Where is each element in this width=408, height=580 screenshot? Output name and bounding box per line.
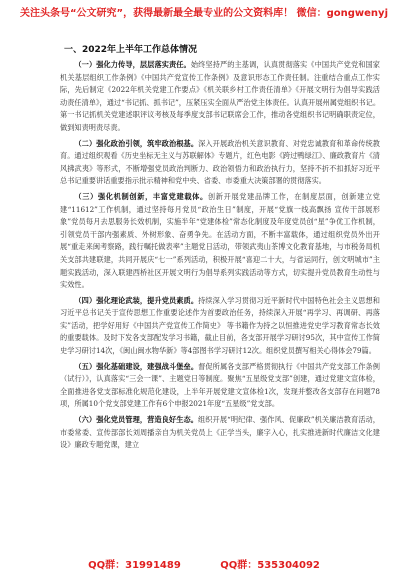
paragraph-lead: （二）强化政治引领，筑牢政治根基。 xyxy=(74,138,199,148)
paragraph-lead: （三）强化机制创新，丰富党建载体。 xyxy=(74,191,208,201)
document-body xyxy=(60,42,380,455)
paragraph xyxy=(60,414,380,452)
paragraph xyxy=(60,361,380,411)
paragraph-text: 督促所属各支部严格贯彻执行《中国共产党支部工作条例（试行）》，认真落实“三会一课”、主题党日等制度。聚焦“五星级党支部”创建，通过党建文宣体检，全面推进各党支部标准化规范化建设，上半年开展党建文宣体检1次，发现并整改各支部存在问题78项，所属10个党支部党建工作有6个申报2021年度“五星级”党支部。 xyxy=(60,361,380,409)
footer-contact xyxy=(0,556,408,571)
section-title: 一、2022年上半年工作总体情况 xyxy=(64,45,198,55)
paragraph-text: 始终坚持严的主基调，认真贯彻落实《中国共产党党和国家机关基层组织工作条例》《中国共产党宣传工作条例》及意识形态工作责任制。注重结合重点工作实际，先后制定《2022年机关党建工作要点》《机关联乡村工作责任清单》《开展文明行为倡导实践活动责任清单》，通过“书记抓、抓书记”，压紧压实全面从严治党主体责任。认真开展州属党组织书记。第一书记抓机关党建述职评议考核及每季度支部书记联席会工作，推动各党组织书记明确职责定位，做到知责明责尽责。 xyxy=(60,60,381,132)
paragraph-lead: （五）强化基础建设，建强战斗堡垒。 xyxy=(74,361,199,371)
paragraph xyxy=(60,295,380,358)
paragraph xyxy=(60,59,380,135)
paragraph-lead: （一）强化力传导，层层落实责任。 xyxy=(74,60,191,69)
paragraph-text: 深入开展政治机关意识教育、对党忠诚教育和革命传统教育。通过组织观看《历史坐标无主义与苏联解体》专题片，红色电影《跨过鸭绿江》、廉政教育片《清风拂武夷》等形式，不断增强党员政治判断力、政治领悟力和政治执行力，坚持不折不扣抓好习近平总书记重要讲话重要指示批示精神和党中央、省委、市委重大决策部署的贯彻落实。 xyxy=(60,138,380,186)
header-banner: 关注头条号“公文研究”，获得最新最全最专业的公文资料库！ 微信：gongwenyj xyxy=(19,8,389,19)
paragraph-text: 组织开展“明纪律、强作风、促廉政”机关廉洁教育活动，市委常委、宣传部部长刘周播亲自为机关党员上《正学当头，廉字入心，扎实推进新时代廉洁文化建设》廉政专题党课，建立 xyxy=(60,415,380,450)
footer-qq-group-1: QQ群：31991489 xyxy=(88,560,181,571)
paragraph-text: 持续深入学习贯彻习近平新时代中国特色社会主义思想和习近平总书记关于宣传思想工作重要论述作为首要政治任务，持续深入开展“再学习、再调研、再落实”活动，把学好用好《中国共产党宣传工作简史》 等书籍作为持之以恒推进党史学习教育常态长效的重要载体。及时下发各支部配发学习书籍，截止目前，各支部开展学习研讨95次，其中宣传工作简史学习研讨14次，《闽山闽水物华新》等4部图书学习研讨12次。组织党员撰写相关心得体会79篇。 xyxy=(60,295,380,356)
footer-qq-group-2: QQ群：535304092 xyxy=(220,560,320,571)
paragraph xyxy=(60,138,380,188)
paragraph-lead: （六）强化党员管理，营造良好生态。 xyxy=(74,415,199,425)
paragraph xyxy=(60,191,380,292)
paragraph-text: 创新开展党建品牌工作，在制度层面，创新建立党建“11612”工作机制，通过坚持每月党员“政治生日”制度，开展“党旗一线高飘扬 宣传干部展形象”党员每月去思服务长效机制，实施半年“党建体检”常态化制度及年度党员创“星”争优工作机制，引领党员干部内强素质、外树形象、奋勇争先。在活动方面，不断丰富载体，通过组织党员外出开展“重走来闽考察路，践行嘱托做表率”主题党日活动，带领武夷山茶博文化教育基地，与市税务局机关支部共建联建，共同开展庆“七一”系列活动，积极开展“喜迎二十大，与省运同行，创文明城市”主题实践活动，深入联建西桥社区开展文明行为倡导系列实践活动等方式，切实提升党员教育生动性与实效性。 xyxy=(60,191,380,290)
paragraph-lead: （四）强化理论武装，提升党员素质。 xyxy=(74,295,199,305)
